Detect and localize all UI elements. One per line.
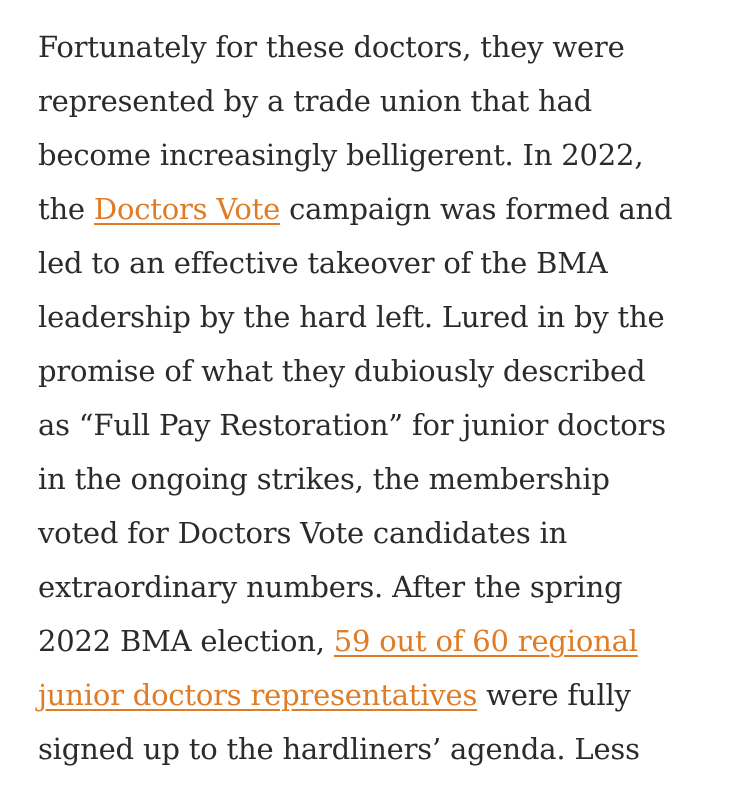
- paragraph-line: promise of what they dubiously described: [38, 354, 646, 388]
- regional-representatives-link-continued[interactable]: junior doctors representatives: [38, 678, 478, 712]
- paragraph-line: led to an effective takeover of the BMA: [38, 246, 608, 280]
- text-segment: the: [38, 192, 94, 226]
- paragraph-line: voted for Doctors Vote candidates in: [38, 516, 568, 550]
- paragraph-line: Fortunately for these doctors, they were: [38, 30, 625, 64]
- paragraph-line: signed up to the hardliners’ agenda. Less: [38, 732, 640, 766]
- paragraph-line: extraordinary numbers. After the spring: [38, 570, 623, 604]
- text-segment: campaign was formed and: [280, 192, 673, 226]
- paragraph-line: as “Full Pay Restoration” for junior doctors: [38, 408, 666, 442]
- paragraph-line: [38, 182, 728, 236]
- text-segment: 2022 BMA election,: [38, 624, 334, 658]
- text-segment: were fully: [477, 678, 631, 712]
- paragraph-line: [38, 668, 728, 722]
- paragraph-line: become increasingly belligerent. In 2022,: [38, 138, 644, 172]
- paragraph-line: represented by a trade union that had: [38, 84, 592, 118]
- paragraph-line: in the ongoing strikes, the membership: [38, 462, 610, 496]
- paragraph-line: leadership by the hard left. Lured in by the: [38, 300, 665, 334]
- doctors-vote-link[interactable]: Doctors Vote: [93, 192, 281, 226]
- article-body: [38, 20, 728, 776]
- paragraph-line: [38, 614, 728, 668]
- regional-representatives-link[interactable]: 59 out of 60 regional: [333, 624, 638, 658]
